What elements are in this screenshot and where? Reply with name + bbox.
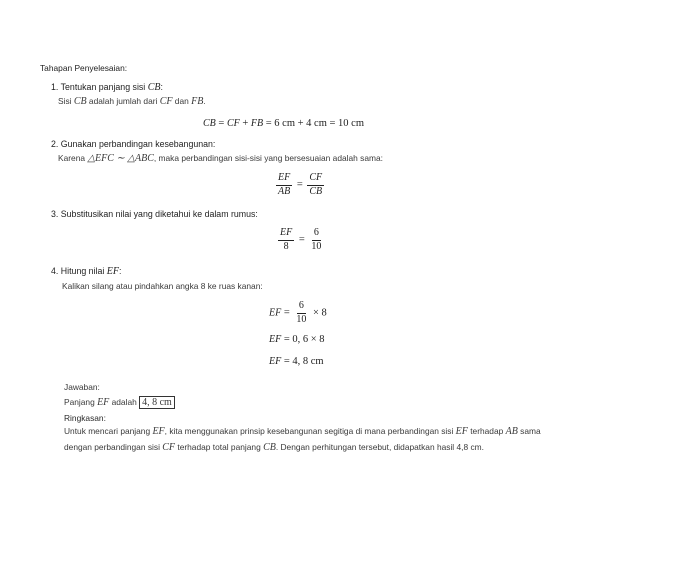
step-title-text: Substitusikan nilai yang diketahui ke dalam rumus:: [60, 209, 258, 219]
eq-operator: =: [283, 334, 290, 345]
desc-text: adalah jumlah dari: [86, 96, 160, 106]
numerator: EF: [278, 228, 294, 241]
summary-text: . Dengan perhitungan tersebut, didapatkan hasil 4,8 cm.: [275, 441, 484, 452]
page-heading: Tahapan Penyelesaian:: [40, 63, 128, 73]
eq-operator: =: [298, 234, 305, 246]
fraction: [294, 301, 308, 325]
step-3-title: [51, 209, 258, 219]
denominator: 8: [283, 240, 289, 252]
summary-var: CF: [162, 441, 176, 453]
eq-operator: +: [242, 118, 249, 129]
denominator: 10: [311, 240, 322, 252]
summary-text: , kita menggunakan prinsip kesebangunan segitiga di mana perbandingan sisi: [164, 426, 456, 436]
eq-operator: =: [329, 118, 336, 129]
eq-operator: =: [296, 179, 303, 191]
step-4-line-3: [269, 356, 324, 367]
desc-text: .: [203, 96, 206, 106]
eq-operator: =: [283, 307, 290, 319]
answer-line: [64, 397, 175, 408]
summary-text: terhadap: [467, 426, 506, 436]
step-4-line-2: [269, 334, 325, 345]
step-4-title: [51, 266, 121, 277]
desc-var: △EFC ∼ △ABC: [87, 153, 154, 164]
step-title-var: EF: [106, 266, 119, 277]
desc-text: , maka perbandingan sisi-sisi yang bersesuaian adalah sama:: [153, 153, 383, 163]
denominator: AB: [278, 185, 291, 197]
answer-text: Panjang: [64, 397, 98, 407]
eq-value: 0, 6 × 8: [292, 334, 325, 345]
summary-text: Untuk mencari panjang: [64, 426, 153, 436]
step-number: 2.: [51, 139, 59, 149]
eq-term: FB: [250, 118, 264, 129]
eq-result: 4, 8 cm: [292, 356, 324, 367]
eq-term: CF: [226, 118, 240, 129]
answer-var: EF: [97, 397, 110, 408]
denominator: 10: [296, 313, 307, 325]
step-title-text: Gunakan perbandingan kesebangunan:: [60, 139, 216, 149]
eq-term: EF: [269, 356, 282, 367]
summary-var: EF: [152, 426, 165, 437]
desc-text: dan: [172, 96, 192, 106]
step-2-proportion: [274, 173, 326, 197]
fraction-left: [278, 228, 294, 252]
step-1-title: [51, 82, 163, 93]
eq-term: EF: [269, 334, 282, 345]
step-title-var: CB: [147, 82, 161, 93]
summary-var: EF: [455, 426, 468, 437]
fraction-left: [276, 173, 292, 197]
numerator: 6: [312, 228, 321, 241]
eq-result: 10 cm: [338, 118, 364, 129]
numerator: 6: [297, 301, 306, 314]
eq-term: EF: [269, 307, 282, 319]
summary-var: CB: [263, 441, 276, 453]
desc-text: Karena: [58, 153, 88, 163]
step-4-line-1: [269, 301, 327, 325]
eq-operator: =: [283, 356, 290, 367]
summary-var: AB: [505, 426, 518, 437]
step-4-description: Kalikan silang atau pindahkan angka 8 ke ruas kanan:: [62, 281, 263, 291]
fraction-right: [309, 228, 323, 252]
step-title-text: Hitung nilai: [60, 266, 107, 276]
eq-operator: =: [265, 118, 272, 129]
step-3-proportion: [276, 228, 325, 252]
desc-text: Sisi: [58, 96, 74, 106]
answer-label: Jawaban:: [64, 382, 100, 392]
step-1-equation: [203, 118, 364, 129]
step-title-colon: :: [118, 266, 122, 276]
eq-value: 6 cm: [274, 118, 295, 129]
step-1-description: [58, 96, 206, 107]
desc-var: CF: [159, 96, 173, 107]
step-number: 3.: [51, 209, 59, 219]
summary-text: terhadap total panjang: [175, 441, 264, 452]
eq-value: 4 cm: [306, 118, 327, 129]
eq-operator: =: [218, 118, 225, 129]
step-title-colon: :: [160, 82, 163, 92]
numerator: CF: [307, 173, 324, 186]
step-2-title: [51, 139, 215, 149]
step-2-description: [58, 153, 383, 164]
summary-paragraph: [64, 424, 564, 455]
eq-term: × 8: [313, 307, 327, 319]
step-title-text: Tentukan panjang sisi: [60, 82, 148, 92]
eq-operator: +: [297, 118, 304, 129]
desc-var: FB: [191, 96, 204, 107]
fraction-right: [307, 173, 324, 197]
summary-label: Ringkasan:: [64, 413, 106, 423]
desc-var: CB: [73, 96, 87, 107]
eq-term: CB: [203, 118, 216, 129]
summary-text: sama dengan perbandingan sisi: [64, 426, 541, 452]
answer-value-box: 4, 8 cm: [139, 396, 175, 409]
denominator: CB: [309, 185, 323, 197]
numerator: EF: [276, 173, 292, 186]
step-number: 1.: [51, 82, 59, 92]
step-number: 4.: [51, 266, 59, 276]
answer-text: adalah: [109, 397, 140, 407]
